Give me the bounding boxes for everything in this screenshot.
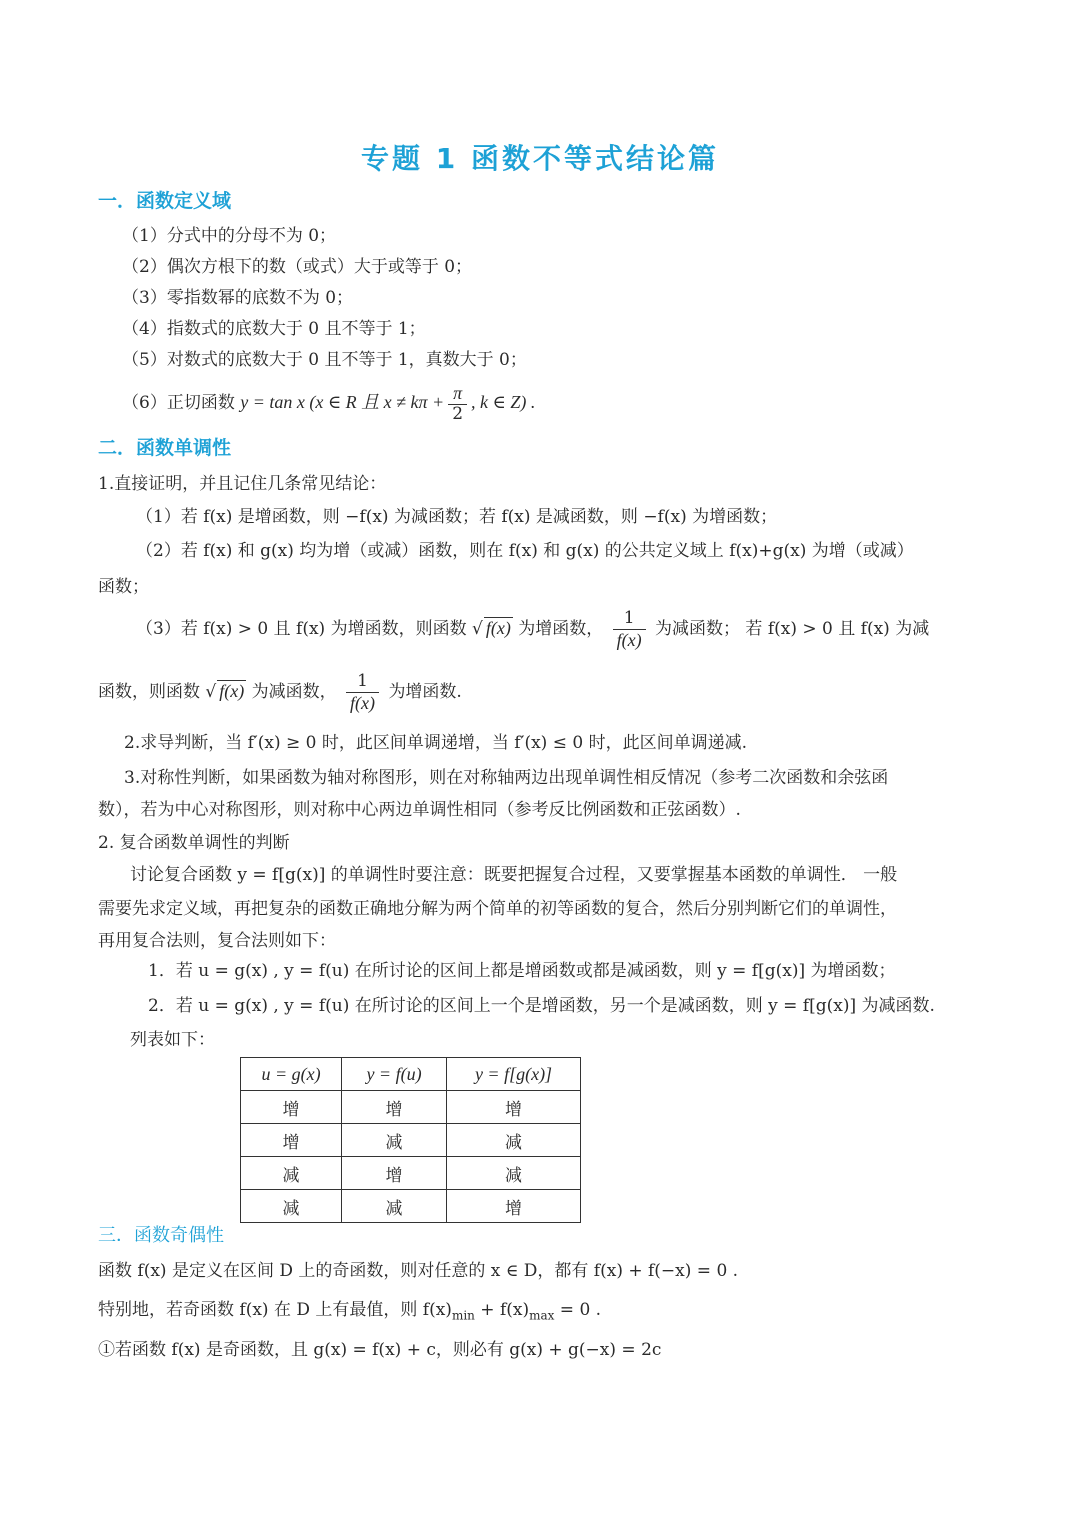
text-run: （3）若 f(x) > 0 且 f(x) 为增函数，则函数 bbox=[136, 619, 467, 640]
monotonicity-conclusion-1: （1）若 f(x) 是增函数，则 −f(x) 为减函数；若 f(x) 是减函数，则 −f(x) 为增函数； bbox=[136, 507, 778, 527]
symmetry-method: 3.对称性判断，如果函数为轴对称图形，则在对称轴两边出现单调性相反情况（参考二次函数和余弦函 bbox=[124, 768, 889, 788]
composite-rule-1: 1．若 u = g(x) , y = f(u) 在所讨论的区间上都是增函数或都是减函数，则 y = f[g(x)] 为增函数； bbox=[148, 961, 896, 981]
table-row bbox=[241, 1157, 581, 1190]
domain-item-6-prefix: （6）正切函数 bbox=[122, 393, 235, 414]
composite-text-1: 讨论复合函数 y = f[g(x)] 的单调性时要注意：既要把握复合过程，又要掌握基本函数的单调性． 一般 bbox=[130, 865, 898, 885]
fraction-numerator: 1 bbox=[613, 609, 646, 630]
text-run: 为增函数， bbox=[518, 619, 604, 640]
table-cell: 减 bbox=[342, 1190, 447, 1223]
table-cell: 增 bbox=[241, 1124, 342, 1157]
section-heading-monotonicity: 二．函数单调性 bbox=[98, 437, 232, 459]
table-header: y = f[g(x)] bbox=[447, 1058, 581, 1091]
subscript-max: max bbox=[529, 1308, 555, 1323]
sqrt-radicand: f(x) bbox=[485, 618, 511, 639]
sqrt-expression: √ f(x) bbox=[205, 681, 245, 703]
domain-item-5: （5）对数式的底数大于 0 且不等于 1，真数大于 0； bbox=[122, 350, 527, 370]
parity-line-3: ①若函数 f(x) 是奇函数，且 g(x) = f(x) + c，则必有 g(x) + g(−x) = 2c bbox=[98, 1340, 662, 1360]
sqrt-expression: √ f(x) bbox=[472, 618, 511, 640]
monotonicity-conclusion-3 bbox=[136, 609, 929, 650]
table-cell: 增 bbox=[241, 1091, 342, 1124]
composite-text-2: 需要先求定义域，再把复杂的函数正确地分解为两个简单的初等函数的复合，然后分别判断它们的单调性， bbox=[98, 899, 897, 919]
table-header: y = f(u) bbox=[342, 1058, 447, 1091]
monotonicity-conclusion-3-cont bbox=[98, 672, 462, 713]
table-cell: 减 bbox=[342, 1124, 447, 1157]
parity-line-2 bbox=[98, 1300, 601, 1323]
tan-formula-suffix: , k ∈ Z) . bbox=[471, 392, 536, 413]
table-cell: 增 bbox=[342, 1157, 447, 1190]
section-heading-parity: 三．函数奇偶性 bbox=[98, 1225, 224, 1246]
composite-heading: 2. 复合函数单调性的判断 bbox=[98, 833, 290, 853]
subscript-min: min bbox=[451, 1308, 475, 1323]
text-run: + f(x) bbox=[474, 1300, 530, 1320]
table-cell: 减 bbox=[241, 1157, 342, 1190]
table-row bbox=[241, 1091, 581, 1124]
table-cell: 减 bbox=[447, 1157, 581, 1190]
domain-item-4: （4）指数式的底数大于 0 且不等于 1； bbox=[122, 319, 426, 339]
table-row bbox=[241, 1124, 581, 1157]
section-heading-domain: 一．函数定义域 bbox=[98, 190, 232, 212]
table-cell: 减 bbox=[241, 1190, 342, 1223]
fraction-numerator: 1 bbox=[346, 672, 379, 693]
fraction-numerator: π bbox=[448, 383, 467, 405]
monotonicity-intro: 1.直接证明，并且记住几条常见结论： bbox=[98, 474, 387, 494]
text-run: 为减函数， bbox=[251, 682, 337, 703]
domain-item-2: （2）偶次方根下的数（或式）大于或等于 0； bbox=[122, 257, 473, 277]
text-run: 特别地，若奇函数 f(x) 在 D 上有最值，则 f(x) bbox=[98, 1300, 452, 1320]
text-run: 为增函数. bbox=[388, 682, 462, 703]
table-header: u = g(x) bbox=[241, 1058, 342, 1091]
tan-formula: y = tan x (x ∈ R 且 x ≠ kπ + bbox=[240, 392, 445, 413]
domain-item-6 bbox=[122, 383, 535, 424]
pi-over-2-fraction bbox=[448, 383, 467, 424]
composite-monotonicity-table bbox=[240, 1057, 581, 1223]
table-cell: 增 bbox=[342, 1091, 447, 1124]
parity-line-1: 函数 f(x) 是定义在区间 D 上的奇函数，则对任意的 x ∈ D，都有 f(x) + f(−x) = 0 . bbox=[98, 1261, 739, 1281]
derivative-method: 2.求导判断，当 f′(x) ≥ 0 时，此区间单调递增，当 f′(x) ≤ 0 时，此区间单调递减. bbox=[124, 733, 747, 753]
fraction-denominator: f(x) bbox=[350, 692, 376, 713]
symmetry-method-cont: 数），若为中心对称图形，则对称中心两边单调性相同（参考反比例函数和正弦函数）. bbox=[98, 800, 741, 820]
domain-item-3: （3）零指数幂的底数不为 0； bbox=[122, 288, 354, 308]
table-intro: 列表如下： bbox=[130, 1030, 215, 1050]
monotonicity-conclusion-2-cont: 函数； bbox=[98, 577, 149, 597]
text-run: 为减函数； 若 f(x) > 0 且 f(x) 为减 bbox=[655, 619, 930, 640]
composite-rule-2: 2．若 u = g(x) , y = f(u) 在所讨论的区间上一个是增函数，另一个是减函数，则 y = f[g(x)] 为减函数. bbox=[148, 996, 935, 1016]
table-header-row bbox=[241, 1058, 581, 1091]
reciprocal-fraction bbox=[346, 672, 379, 713]
sqrt-radicand: f(x) bbox=[219, 681, 245, 702]
table-cell: 减 bbox=[447, 1124, 581, 1157]
monotonicity-conclusion-2: （2）若 f(x) 和 g(x) 均为增（或减）函数，则在 f(x) 和 g(x) 的公共定义域上 f(x)+g(x) 为增（或减） bbox=[136, 541, 914, 561]
text-run: 函数，则函数 bbox=[98, 682, 200, 703]
table-cell: 增 bbox=[447, 1091, 581, 1124]
page-title: 专题 1 函数不等式结论篇 bbox=[361, 142, 719, 175]
table-row bbox=[241, 1190, 581, 1223]
text-run: = 0 . bbox=[554, 1300, 602, 1320]
reciprocal-fraction bbox=[613, 609, 646, 650]
fraction-denominator: 2 bbox=[452, 403, 464, 424]
table-cell: 增 bbox=[447, 1190, 581, 1223]
domain-item-1: （1）分式中的分母不为 0； bbox=[122, 226, 337, 246]
composite-text-3: 再用复合法则，复合法则如下： bbox=[98, 931, 336, 951]
fraction-denominator: f(x) bbox=[616, 629, 642, 650]
